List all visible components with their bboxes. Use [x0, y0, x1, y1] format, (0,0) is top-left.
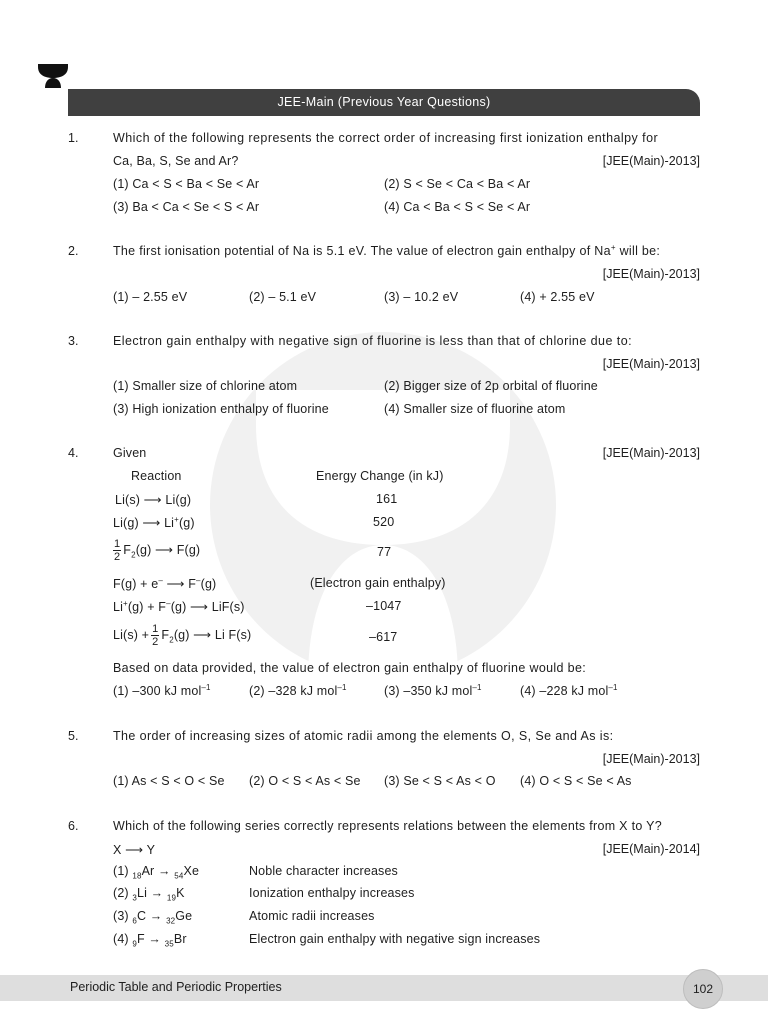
exam-tag: [JEE(Main)-2013]: [602, 446, 700, 460]
reaction: Li(s) + $\frac{1}{2}$ $F_2(g)$ ⟶ Li F(s): [113, 623, 252, 648]
option: (2) $_3$Li → $_{19}$K: [113, 886, 185, 903]
option: (1) –300 kJ mol$^{-1}$: [113, 682, 211, 698]
fraction-half: $\frac{1}{2}$: [152, 623, 159, 648]
exam-tag: [JEE(Main)-2013]: [602, 154, 700, 168]
option: (4) + 2.55 eV: [520, 290, 595, 304]
energy-value: 77: [377, 545, 392, 559]
reaction: Li+(g) + F–(g) ⟶ LiF(s): [113, 598, 245, 614]
option: (2) Bigger size of 2p orbital of fluorine: [384, 379, 598, 393]
question-text: Given: [113, 446, 147, 460]
question-text: The order of increasing sizes of atomic radii among the elements O, S, Se and As is:: [113, 729, 614, 743]
option: (1) $_{18}$Ar → $_{54}$Xe: [113, 864, 200, 881]
energy-value: –617: [369, 630, 398, 644]
option: (4) Ca < Ba < S < Se < Ar: [384, 200, 531, 214]
reaction: Li(g) ⟶ Li+(g): [113, 514, 195, 530]
question-number: 4.: [68, 446, 79, 460]
option: (3) Se < S < As < O: [384, 774, 496, 788]
option: (4) –228 kJ mol$^{-1}$: [520, 682, 618, 698]
page-number: 102: [683, 969, 723, 1009]
question-text-continued: X ⟶ Y: [113, 843, 156, 857]
reaction: F(g) + e– ⟶ F–(g): [113, 575, 217, 591]
option: (4) O < S < Se < As: [520, 774, 632, 788]
table-header-reaction: Reaction: [131, 469, 182, 483]
question-number: 6.: [68, 819, 79, 833]
question-text: Which of the following represents the correct order of increasing first ionization enthalpy for: [113, 131, 659, 145]
option: (3) – 10.2 eV: [384, 290, 459, 304]
option-description: Atomic radii increases: [249, 909, 375, 923]
option: (4) Smaller size of fluorine atom: [384, 402, 566, 416]
exam-tag: [JEE(Main)-2013]: [602, 752, 700, 766]
question-number: 5.: [68, 729, 79, 743]
unacademy-logo-icon: [38, 64, 68, 88]
reaction: Li(s) ⟶ Li(g): [115, 493, 192, 507]
energy-value: –1047: [366, 599, 402, 613]
exam-tag: [JEE(Main)-2013]: [602, 357, 700, 371]
option-description: Noble character increases: [249, 864, 398, 878]
option: (2) O < S < As < Se: [249, 774, 361, 788]
option: (3) Ba < Ca < Se < S < Ar: [113, 200, 260, 214]
option: (1) Ca < S < Ba < Se < Ar: [113, 177, 260, 191]
option: (2) S < Se < Ca < Ba < Ar: [384, 177, 531, 191]
exam-tag: [JEE(Main)-2013]: [602, 267, 700, 281]
option: (2) – 5.1 eV: [249, 290, 317, 304]
reaction: $\frac{1}{2}$ $F_2(g)$ ⟶ F(g): [114, 538, 201, 563]
page-footer: [0, 975, 768, 1001]
option: (1) – 2.55 eV: [113, 290, 188, 304]
question-text-continued: Ca, Ba, S, Se and Ar?: [113, 154, 239, 168]
question-number: 2.: [68, 244, 79, 258]
section-header-bar: [68, 89, 700, 116]
option: (3) –350 kJ mol$^{-1}$: [384, 682, 482, 698]
option-description: Ionization enthalpy increases: [249, 886, 415, 900]
exam-tag: [JEE(Main)-2014]: [602, 842, 700, 856]
table-header-energy: Energy Change (in kJ): [316, 469, 444, 483]
fraction-half: $\frac{1}{2}$: [114, 538, 121, 563]
energy-value: 161: [376, 492, 398, 506]
question-number: 1.: [68, 131, 79, 145]
option: (2) –328 kJ mol$^{-1}$: [249, 682, 347, 698]
chapter-title: Periodic Table and Periodic Properties: [70, 980, 282, 994]
question-text-continued: Based on data provided, the value of electron gain enthalpy of fluorine would be:: [113, 661, 587, 675]
section-header-title: JEE-Main (Previous Year Questions): [277, 95, 491, 109]
option: (3) $_6$C → $_{32}$Ge: [113, 909, 193, 926]
question-text: Electron gain enthalpy with negative sign of fluorine is less than that of chlorine due to:: [113, 334, 633, 348]
question-text: Which of the following series correctly represents relations between the elements from X to Y?: [113, 819, 663, 833]
option: (3) High ionization enthalpy of fluorine: [113, 402, 329, 416]
option-description: Electron gain enthalpy with negative sign increases: [249, 932, 541, 946]
option: (1) Smaller size of chlorine atom: [113, 379, 298, 393]
question-text: The first ionisation potential of Na is 5.1 eV. The value of electron gain enthalpy of Na+ will be:: [113, 242, 661, 258]
energy-value: (Electron gain enthalpy): [310, 576, 446, 590]
energy-value: 520: [373, 515, 395, 529]
option: (4) $_9$F → $_{35}$Br: [113, 932, 187, 949]
question-number: 3.: [68, 334, 79, 348]
option: (1) As < S < O < Se: [113, 774, 225, 788]
